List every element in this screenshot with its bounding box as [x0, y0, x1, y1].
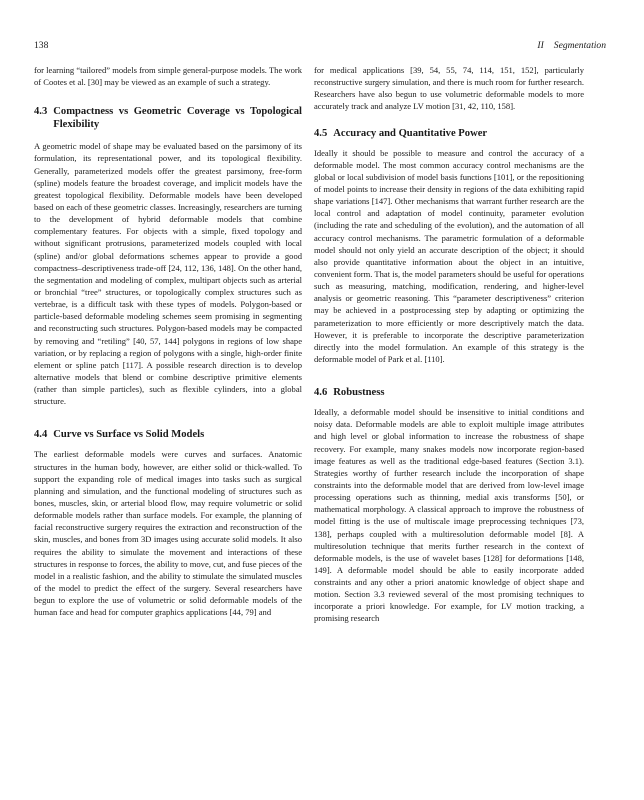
left-column [34, 64, 302, 618]
section-4-4-heading [34, 428, 302, 441]
section-4-3-heading [34, 105, 302, 131]
section-4-5-heading [314, 127, 584, 140]
section-number: 4.3 [34, 106, 48, 118]
section-4-3-paragraph: A geometric model of shape may be evaluated based on the parsimony of its formulation, its representational power, and its topological flexibility. Generally, parameterized models offer the greatest parsimony, free-form (spline) models feature the broadest coverage, and implicit models have the greatest topological flexibility. Deformable models have been developed based on each of these geometric classes. Increasingly, researchers are turning to the development of hybrid deformable models that combine complementary features. For objects with a simple, fixed topology and without significant protrusions, parameterized models coupled with local (spline) and/or global deformations schemes appear to provide a good compactness–descriptiveness trade-off [24, 112, 136, 148]. On the other hand, the segmentation and modeling of complex, multipart objects such as arterial or bronchial “tree” structures, or topologically complex structures such as vertebrae, is a difficult task with these types of models. Polygon-based or particle-based deformable modeling schemes seem promising in segmenting and reconstructing such structures. Polygon-based models may be compacted by removing and “retiling” [40, 57, 144] polygons in regions of low shape variation, or by replacing a region of polygons with a single, high-order finite element or spline patch [117]. A possible research direction is to develop alternative models that blend or combine descriptive primitive elements (rather than simple particles), such as flexible cylinders, into a global structure. [34, 141, 302, 407]
section-title: Accuracy and Quantitative Power [333, 127, 488, 139]
page-header [34, 40, 606, 52]
part-title: Segmentation [553, 40, 606, 51]
continued-paragraph: for medical applications [39, 54, 55, 74, 114, 151, 152], particularly reconstructive surgery simulation, and there is much room for further research. Researchers have also begun to use volumetric deformable models to more accurately track and analyze LV motion [31, 42, 110, 158]. [314, 65, 584, 112]
page-number: 138 [34, 40, 49, 51]
section-4-6-paragraph: Ideally, a deformable model should be insensitive to initial conditions and noisy data. Deformable models are able to exploit multiple image attributes and high level or global information to increase the robustness of shape recovery. For example, many snakes models now incorporate region-based image features as well as the traditional edge-based features (Section 3.1). Strategies worthy of further research include the incorporation of shape constraints into the deformable model that are derived from low-level image processing operations such as thinning, medial axis transforms [50], or mathematical morphology. A classical approach to improve the robustness of model fitting is the use of multiscale image preprocessing techniques [73, 138], perhaps coupled with a multiresolution deformable model [8]. A multiresolution technique that merits further research in the context of deformable models, is the use of wavelet bases [128] for deformations [148, 149]. A deformable model should be able to easily incorporate added constraints and any other a priori anatomic knowledge of object shape and motion. Section 3.3 reviewed several of the most promising techniques to incorporate a priori knowledge. For example, for LV motion tracking, a promising research [314, 407, 584, 624]
section-number: 4.5 [314, 127, 328, 139]
section-number: 4.4 [34, 429, 48, 441]
section-number: 4.6 [314, 387, 328, 399]
right-column [314, 64, 584, 625]
section-4-6-heading [314, 386, 584, 399]
section-4-4-paragraph: The earliest deformable models were curves and surfaces. Anatomic structures in the human body, however, are either solid or thick-walled. To support the expanding role of medical images into tasks such as surgical planning and simulation, and the functional modeling of structures such as bones, muscles, skin, or arterial blood flow, may require volumetric or solid deformable models rather than surface models. For example, the planning of facial reconstructive surgery requires the extraction and reconstruction of the skin, muscles, and bones from 3D images using accurate solid models. It also requires the ability to simulate the movement and interactions of these structures in response to forces, the ability to move, cut, and fuse pieces of the model in a realistic fashion, and the ability to stimulate the simulated muscles of the model to predict the effect of the surgery. Several researchers have begun to explore the use of volumetric or solid deformable models of the human face and head for computer graphics applications [44, 79] and [34, 449, 302, 618]
section-4-5-paragraph: Ideally it should be possible to measure and control the accuracy of a deformable model. The most common accuracy control mechanisms are the global or local subdivision of model basis functions [101], or the repositioning of model points to increase their density in regions of the data exhibiting rapid shape variations [147]. Other mechanisms that warrant further research are the local control and adaptation of model continuity, parameter evolution (including the rate and scheduling of the evolution), and the automation of all accuracy control mechanisms. The parametric formulation of a deformable model should not only yield an accurate description of the object; it should also provide quantitative information about the object in an intuitive, convenient form. That is, the model parameters should be useful for operations such as measuring, matching, modification, rendering, and higher-level analysis or geometric reasoning. This “parameter descriptiveness” criterion may be achieved in a postprocessing step by adapting or optimizing the parameterization to more efficiently or more descriptively match the data. However, it is preferable to incorporate the descriptive parameterization directly into the model formulation. An example of this strategy is the deformable model of Park et al. [110]. [314, 147, 584, 364]
part-label: II [537, 40, 544, 51]
section-title: Curve vs Surface vs Solid Models [53, 429, 205, 441]
running-head [537, 40, 606, 52]
section-title: Compactness vs Geometric Coverage vs Topological Flexibility [53, 106, 302, 131]
intro-paragraph: for learning “tailored” models from simple general-purpose models. The work of Cootes et al. [30] may be viewed as an example of such a strategy. [34, 65, 302, 88]
section-title: Robustness [333, 387, 385, 399]
